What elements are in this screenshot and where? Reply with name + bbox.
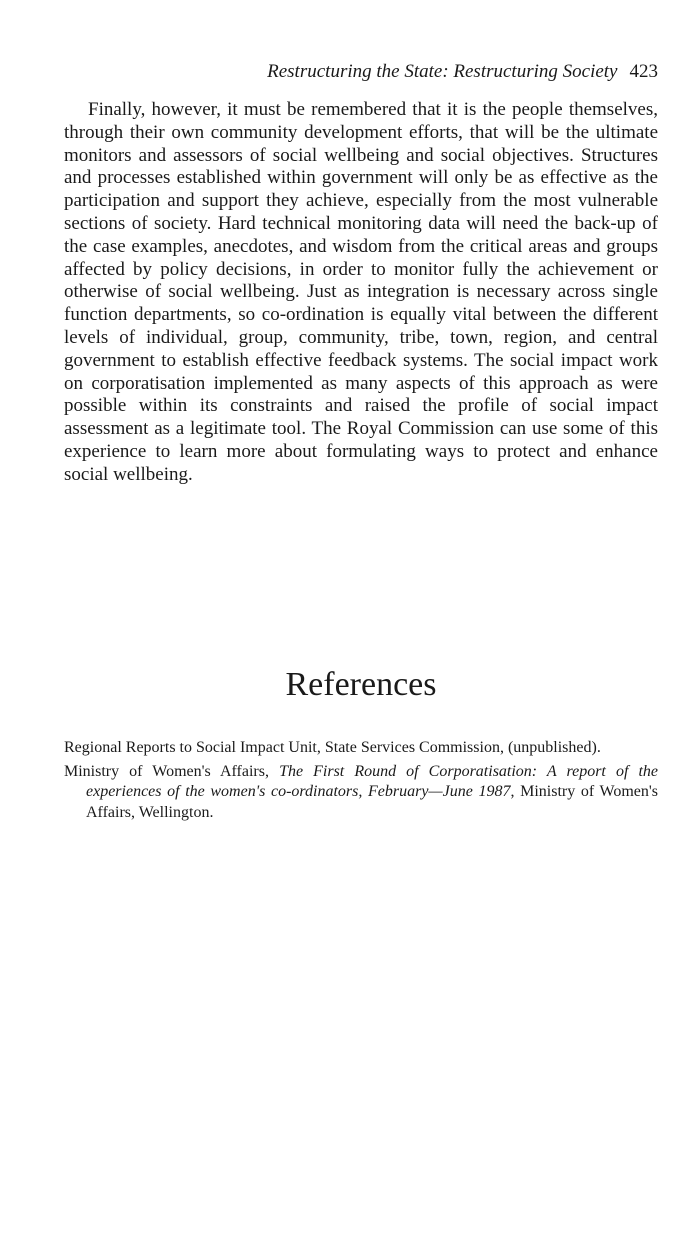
running-head-title: Restructuring the State: Restructuring Society	[267, 61, 618, 82]
running-head	[64, 60, 658, 84]
reference-text: Regional Reports to Social Impact Unit, State Services Commission, (unpublished).	[64, 739, 601, 756]
references-heading: References	[285, 666, 437, 703]
page-number: 423	[629, 61, 658, 82]
reference-author: Ministry of Women's Affairs,	[64, 762, 280, 780]
reference-item	[64, 738, 658, 759]
references-list	[64, 738, 658, 826]
reference-publisher: , Ministry of Women's Affairs, Wellington.	[86, 783, 658, 821]
body-paragraph: Finally, however, it must be remembered that it is the people themselves, through their own community development efforts, that will be the ultimate monitors and assessors of social wellbeing and social objectives. Structures and processes established within government will only be as effective as the participation and support they achieve, especially from the most vulnerable sections of society. Hard technical monitoring data will need the back-up of the case examples, anecdotes, and wisdom from the critical areas and groups affected by policy decisions, in order to monitor fully the achievement or otherwise of social wellbeing. Just as integration is necessary across single function departments, so co-ordination is equally vital between the different levels of individual, group, community, tribe, town, region, and central government to establish effective feedback systems. The social impact work on corporatisation implemented as many aspects of this approach as were possible within its constraints and raised the profile of social impact assessment as a legitimate tool. The Royal Commission can use some of this experience to learn more about formulating ways to protect and enhance social wellbeing.	[64, 99, 658, 485]
reference-item	[64, 762, 658, 824]
reference-title: The First Round of Corporatisation: A report of the experiences of the women's co-ordinators, February—June 1987	[86, 762, 659, 800]
